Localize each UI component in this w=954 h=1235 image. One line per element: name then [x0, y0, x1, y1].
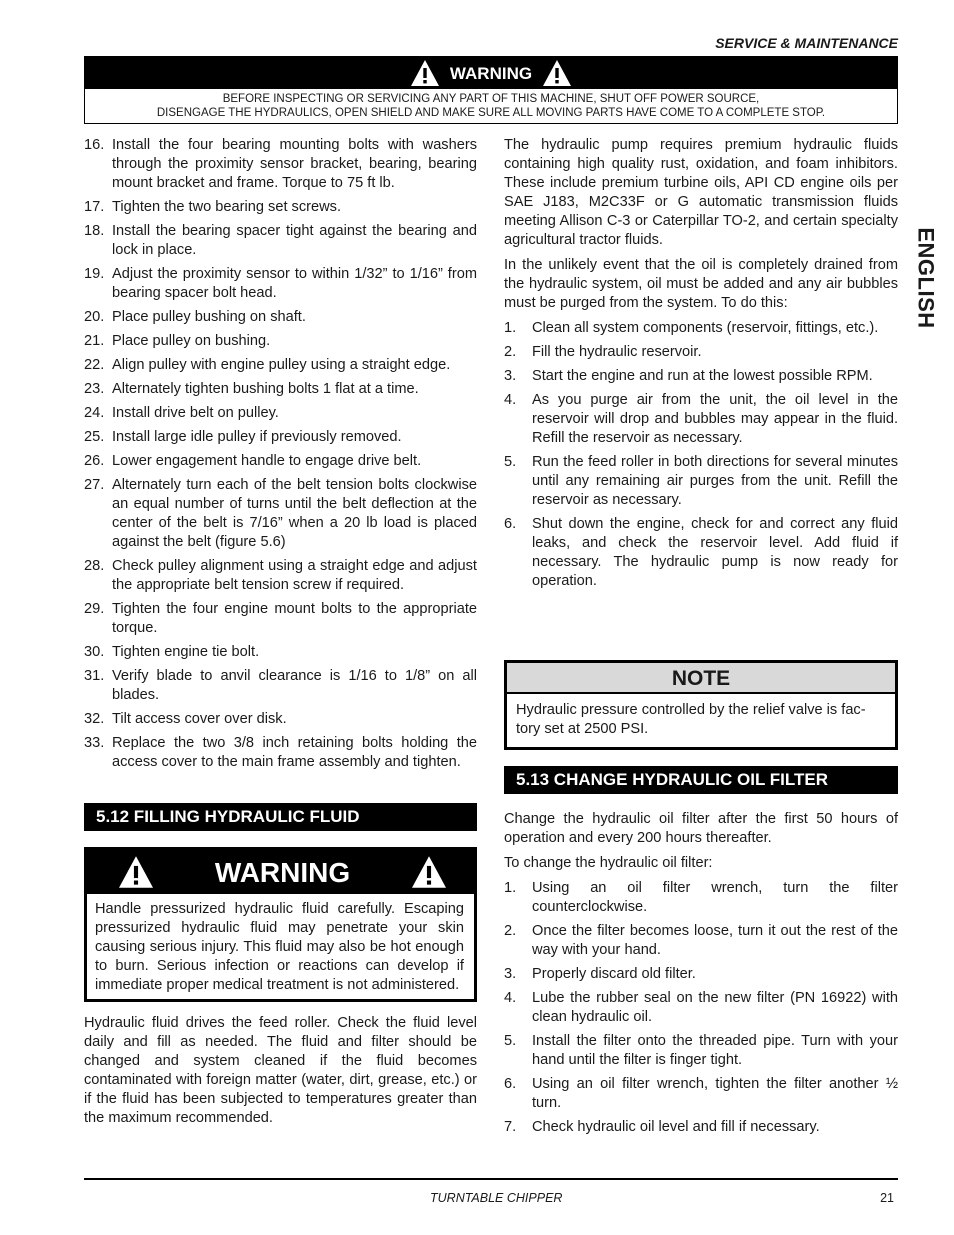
list-item — [84, 222, 477, 260]
left-step-list — [84, 136, 477, 772]
list-item — [504, 1032, 898, 1070]
list-item — [84, 476, 477, 552]
step-number: 3. — [504, 966, 517, 982]
step-number: 30. — [84, 644, 105, 660]
step-number: 19. — [84, 266, 105, 282]
warning-triangle-icon — [410, 59, 440, 87]
warning-triangle-icon — [542, 59, 572, 87]
filter-change-paragraph: Change the hydraulic oil filter after the first 50 hours of operation and every 200 hours thereafter. — [504, 811, 898, 846]
list-item — [504, 453, 898, 510]
list-item — [84, 710, 477, 729]
step-number: 7. — [504, 1119, 517, 1135]
list-item — [84, 600, 477, 638]
step-number: 1. — [504, 880, 517, 896]
step-text: Properly discard old filter. — [532, 966, 696, 982]
left-column — [84, 136, 477, 1134]
step-number: 18. — [84, 223, 105, 239]
step-text: Tighten engine tie bolt. — [112, 644, 260, 660]
step-text: Check hydraulic oil level and fill if necessary. — [532, 1119, 820, 1135]
step-number: 5. — [504, 1033, 517, 1049]
list-item — [504, 965, 898, 984]
step-number: 26. — [84, 453, 105, 469]
list-item — [504, 879, 898, 917]
top-warning-title: WARNING — [449, 63, 533, 83]
step-text: Using an oil filter wrench, turn the filter counterclockwise. — [532, 880, 898, 915]
step-number: 24. — [84, 405, 105, 421]
warning-triangle-icon — [117, 855, 155, 889]
step-text: Once the filter becomes loose, turn it out the rest of the way with your hand. — [532, 923, 898, 958]
step-number: 32. — [84, 711, 105, 727]
footer-rule — [84, 1178, 898, 1180]
list-item — [504, 391, 898, 448]
step-number: 29. — [84, 601, 105, 617]
list-item — [84, 452, 477, 471]
step-number: 2. — [504, 923, 517, 939]
list-item — [84, 643, 477, 662]
step-number: 17. — [84, 199, 105, 215]
list-item — [84, 198, 477, 217]
step-text: Using an oil filter wrench, tighten the filter another ½ turn. — [532, 1076, 898, 1111]
step-text: As you purge air from the unit, the oil level in the reservoir will drop and bubbles may appear in the fluid. Refill the reservoir as necessary. — [532, 392, 898, 446]
step-text: Clean all system components (reservoir, fittings, etc.). — [532, 320, 879, 336]
language-label: ENGLISH — [913, 227, 939, 329]
step-text: Place pulley bushing on shaft. — [112, 309, 306, 325]
section-5-13-title: 5.13 CHANGE HYDRAULIC OIL FILTER — [504, 766, 898, 794]
step-text: Lube the rubber seal on the new filter (PN 16922) with clean hydraulic oil. — [532, 990, 898, 1025]
purge-intro-paragraph: In the unlikely event that the oil is completely drained from the hydraulic system, oil must be added and any air bubbles must be purged from the system. To do this: — [504, 257, 898, 311]
step-number: 27. — [84, 477, 105, 493]
step-number: 1. — [504, 320, 517, 336]
list-item — [84, 332, 477, 351]
top-warning-line2: DISENGAGE THE HYDRAULICS, OPEN SHIELD AND MAKE SURE ALL MOVING PARTS HAVE COME TO A COMPLETE STOP. — [156, 107, 826, 119]
step-text: Install drive belt on pulley. — [112, 405, 279, 421]
step-text: Shut down the engine, check for and correct any fluid leaks, and check the reservoir level. Add fluid if necessary. The hydraulic pump is now ready for operation. — [532, 516, 898, 589]
step-number: 20. — [84, 309, 105, 325]
step-number: 5. — [504, 454, 517, 470]
note-title: NOTE — [507, 663, 895, 694]
step-text: Start the engine and run at the lowest possible RPM. — [532, 368, 873, 384]
step-text: Alternately tighten bushing bolts 1 flat at a time. — [112, 381, 419, 397]
list-item — [84, 667, 477, 705]
filter-change-intro: To change the hydraulic oil filter: — [504, 855, 713, 871]
hydraulic-warning-text: Handle pressurized hydraulic fluid carefully. Escaping pressurized hydraulic fluid may penetrate your skin causing serious injury. This fluid may also be hot enough to burn. Serious infection or reactions can develop if immediate proper medical treatment is not administered. — [95, 901, 464, 993]
hydraulic-warning-title: WARNING — [214, 856, 351, 888]
hydraulic-fluid-spec-paragraph: The hydraulic pump requires premium hydraulic fluids containing high quality rust, oxidation, and foam inhibitors. These include premium turbine oils, API CD engine oils per SAE J183, M2C33F or G automatic transmission fluids meeting Allison C-3 or Caterpillar TO-2, and certain specialty agricultural tractor fluids. — [504, 137, 898, 248]
hydraulic-warning-bar — [87, 850, 474, 894]
hydraulic-warning-box — [84, 847, 477, 1002]
section-header: SERVICE & MAINTENANCE — [715, 35, 898, 51]
list-item — [84, 557, 477, 595]
list-item — [84, 356, 477, 375]
step-text: Install large idle pulley if previously removed. — [112, 429, 402, 445]
step-number: 22. — [84, 357, 105, 373]
top-warning-bar — [85, 57, 897, 89]
step-number: 3. — [504, 368, 517, 384]
step-number: 16. — [84, 137, 105, 153]
list-item — [504, 922, 898, 960]
list-item — [504, 343, 898, 362]
purge-step-list — [504, 319, 898, 591]
step-number: 6. — [504, 1076, 517, 1092]
step-number: 31. — [84, 668, 105, 684]
step-text: Install the four bearing mounting bolts with washers through the proximity sensor bracket, bearing, bearing mount bracket and frame. Torque to 75 ft lb. — [112, 137, 477, 191]
list-item — [84, 136, 477, 193]
step-text: Lower engagement handle to engage drive belt. — [112, 453, 422, 469]
step-text: Place pulley on bushing. — [112, 333, 271, 349]
top-warning-line1: BEFORE INSPECTING OR SERVICING ANY PART OF THIS MACHINE, SHUT OFF POWER SOURCE, — [222, 93, 760, 105]
step-number: 21. — [84, 333, 105, 349]
step-text: Replace the two 3/8 inch retaining bolts holding the access cover to the main frame assembly and tighten. — [112, 735, 477, 770]
step-text: Tighten the two bearing set screws. — [112, 199, 342, 215]
step-text: Install the bearing spacer tight against the bearing and lock in place. — [112, 223, 477, 258]
step-text: Run the feed roller in both directions for several minutes until any remaining air purges from the unit. Refill the reservoir as necessary. — [532, 454, 898, 508]
step-text: Check pulley alignment using a straight edge and adjust the appropriate belt tension screw if required. — [112, 558, 477, 593]
section-5-12-title: 5.12 FILLING HYDRAULIC FLUID — [84, 803, 477, 831]
list-item — [84, 308, 477, 327]
list-item — [504, 1075, 898, 1113]
step-number: 4. — [504, 990, 517, 1006]
filter-step-list — [504, 879, 898, 1137]
step-number: 4. — [504, 392, 517, 408]
step-text: Fill the hydraulic reservoir. — [532, 344, 702, 360]
right-column — [504, 136, 898, 1142]
note-box — [504, 660, 898, 750]
list-item — [504, 1118, 898, 1137]
step-text: Install the filter onto the threaded pipe. Turn with your hand until the filter is finger tight. — [532, 1033, 898, 1068]
step-text: Tighten the four engine mount bolts to the appropriate torque. — [112, 601, 477, 636]
list-item — [84, 404, 477, 423]
step-number: 33. — [84, 735, 105, 751]
list-item — [504, 319, 898, 338]
hydraulic-fluid-paragraph: Hydraulic fluid drives the feed roller. Check the fluid level daily and fill as needed. The fluid and filter should be changed and system cleaned if the fluid becomes contaminated with foreign matter (water, dirt, grease, etc.) or if the fluid has been subjected to temperatures greater than the maximum recommended. — [84, 1015, 477, 1126]
list-item — [84, 380, 477, 399]
step-number: 23. — [84, 381, 105, 397]
list-item — [84, 428, 477, 447]
note-text: Hydraulic pressure controlled by the relief valve is fac-tory set at 2500 PSI. — [516, 702, 866, 737]
step-number: 2. — [504, 344, 517, 360]
step-text: Align pulley with engine pulley using a straight edge. — [112, 357, 451, 373]
footer-title: TURNTABLE CHIPPER — [430, 1191, 563, 1205]
language-side-tab — [914, 226, 938, 330]
list-item — [504, 515, 898, 591]
list-item — [84, 734, 477, 772]
warning-triangle-icon — [410, 855, 448, 889]
step-number: 6. — [504, 516, 517, 532]
step-text: Verify blade to anvil clearance is 1/16 to 1/8” on all blades. — [112, 668, 477, 703]
list-item — [504, 989, 898, 1027]
list-item — [84, 265, 477, 303]
step-number: 25. — [84, 429, 105, 445]
step-number: 28. — [84, 558, 105, 574]
top-warning-text — [85, 89, 897, 120]
step-text: Tilt access cover over disk. — [112, 711, 287, 727]
list-item — [504, 367, 898, 386]
step-text: Alternately turn each of the belt tension bolts clockwise an equal number of turns until the belt deflection at the center of the belt is 7/16” when a 20 lb load is placed against the belt (figure 5.6) — [112, 477, 477, 550]
top-warning-box — [84, 56, 898, 124]
page-number: 21 — [880, 1191, 894, 1205]
step-text: Adjust the proximity sensor to within 1/32” to 1/16” from bearing spacer bolt head. — [112, 266, 477, 301]
